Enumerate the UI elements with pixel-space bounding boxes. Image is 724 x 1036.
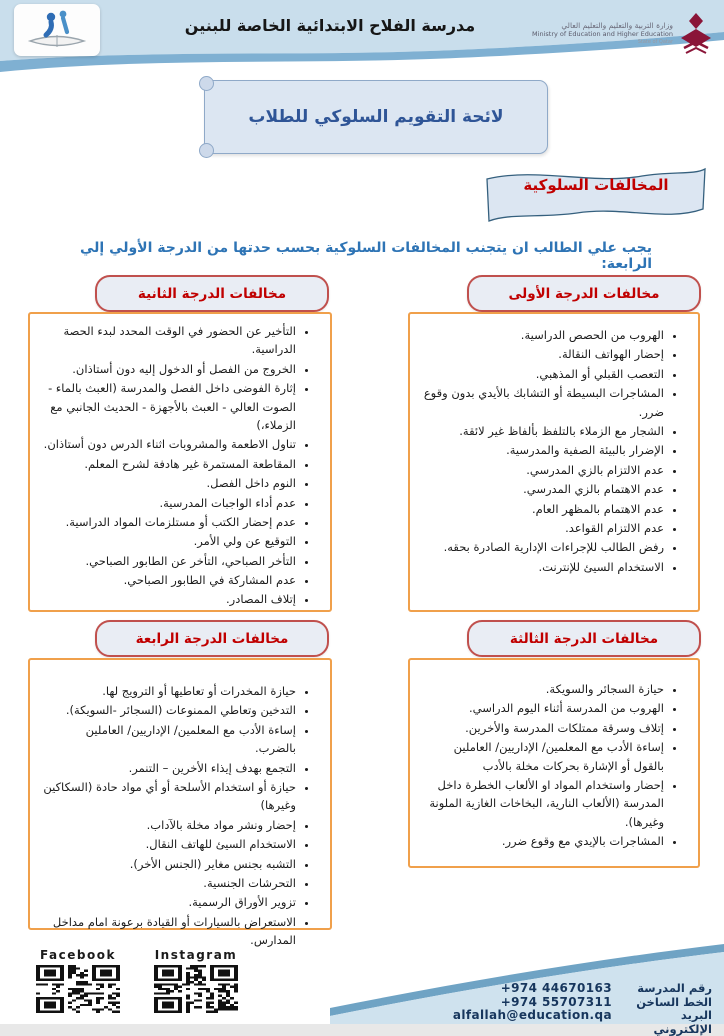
violation-item: • عدم أداء الواجبات المدرسية. <box>42 494 296 512</box>
school-phone-label: رقم المدرسة <box>637 981 712 995</box>
instagram-qr-code <box>154 965 238 1013</box>
ministry-name-arabic: وزارة التربية والتعليم والتعليم العالي <box>561 20 673 30</box>
instruction-text: يجب علي الطالب ان يتجنب المخالفات السلوكية بحسب حدتها من الدرجة الأولي إلي الرابعة: <box>79 240 652 272</box>
contact-row-school-phone <box>380 981 712 995</box>
violation-item: • التعصب القبلي أو المذهبي. <box>422 365 664 383</box>
violation-item: • الخروج من الفصل أو الدخول إليه دون أستاذان. <box>42 360 296 378</box>
violations-list-second-degree <box>36 322 324 609</box>
violation-item: • التأخير عن الحضور في الوقت المحدد لبدء الحصة الدراسية. <box>42 322 296 359</box>
violation-item: • التجمع بهدف إيذاء الأخرين – التنمر. <box>42 759 296 777</box>
violation-item: • الاستعراض بالسيارات أو القيادة برعونة امام مداخل المدارس. <box>42 913 296 950</box>
violation-item: • المشاجرات بالإيدي مع وقوع ضرر. <box>422 832 664 850</box>
ministry-block <box>532 12 714 54</box>
hotline-label: الخط الساخن <box>636 994 712 1009</box>
violations-box-first-degree <box>408 312 700 612</box>
violations-list-first-degree <box>416 326 692 576</box>
violation-item: • إساءة الأدب مع المعلمين/ الإداريين/ العاملين بالضرب. <box>42 721 296 758</box>
facebook-block <box>34 948 122 1013</box>
school-logo-icon <box>22 8 92 52</box>
violation-item: • عدم الاهتمام بالزي المدرسي. <box>422 480 664 498</box>
violation-item: • تزوير الأوراق الرسمية. <box>42 893 296 911</box>
ministry-subtitle: State of Qatar <box>637 38 673 45</box>
violation-item: • حيازة المخدرات أو تعاطيها أو الترويج لها. <box>42 682 296 700</box>
instagram-label: Instagram <box>154 948 238 962</box>
violation-item: • عدم الالتزام القواعد. <box>422 519 664 537</box>
instagram-block <box>152 948 240 1013</box>
violation-item: • عدم إحضار الكتب أو مستلزمات المواد الدراسية. <box>42 513 296 531</box>
contact-info <box>380 981 712 1036</box>
violation-item: • إحضار الهواتف النقالة. <box>422 345 664 363</box>
section-header-third-degree: مخالفات الدرجة الثالثة <box>467 620 701 657</box>
section-header-fourth-degree: مخالفات الدرجة الرابعة <box>95 620 329 657</box>
violations-box-third-degree <box>408 658 700 868</box>
facebook-label: Facebook <box>40 948 116 962</box>
contact-row-hotline <box>380 995 712 1009</box>
violation-item: • حيازة أو استخدام الأسلحة أو أي مواد حادة (السكاكين وغيرها) <box>42 778 296 815</box>
violation-item: • تناول الاطعمة والمشروبات اثناء الدرس دون أستاذان. <box>42 435 296 453</box>
email-label: البريد الإلكتروني <box>653 1008 712 1036</box>
violation-item: • التدخين وتعاطي الممنوعات (السجائر -السويكة). <box>42 701 296 719</box>
violations-box-second-degree <box>28 312 332 612</box>
title-banner <box>204 80 548 154</box>
violation-item: • الهروب من المدرسة أثناء اليوم الدراسي. <box>422 699 664 717</box>
violation-item: • إساءة الأدب مع المعلمين/ الإداريين/ العاملين بالقول أو الإشارة بحركات مخلة بالأدب <box>422 738 664 775</box>
violation-item: • التأخر الصباحي، التأخر عن الطابور الصباحي. <box>42 552 296 570</box>
violation-item: • إتلاف وسرقة ممتلكات المدرسة والأخرين. <box>422 719 664 737</box>
violation-item: • الشجار مع الزملاء بالتلفظ بألفاظ غير لائقة. <box>422 422 664 440</box>
poster-title: لائحة التقويم السلوكي للطلاب <box>248 107 504 127</box>
violations-list-third-degree <box>416 680 692 851</box>
ministry-text <box>532 21 673 46</box>
violation-item: • عدم المشاركة في الطابور الصباحي. <box>42 571 296 589</box>
violation-item: • إثارة الفوضى داخل الفصل والمدرسة (العبث بالماء - الصوت العالي - العبث بالأجهزة - الحديث الجانبي مع الزملاء،) <box>42 379 296 434</box>
violation-item: • الإضرار بالبيئة الصفية والمدرسية. <box>422 441 664 459</box>
section-header-second-degree: مخالفات الدرجة الثانية <box>95 275 329 312</box>
school-phone-value: +974 44670163 <box>500 981 612 995</box>
violation-item: • الاستخدام السيئ للإنترنت. <box>422 558 664 576</box>
violation-item: • عدم الالتزام بالزي المدرسي. <box>422 461 664 479</box>
section-header-first-degree: مخالفات الدرجة الأولى <box>467 275 701 312</box>
violation-item: • رفض الطالب للإجراءات الإدارية الصادرة بحقه. <box>422 538 664 556</box>
contact-row-email <box>380 1008 712 1036</box>
violation-item: • المشاجرات البسيطة أو التشابك بالأيدي بدون وقوع ضرر. <box>422 384 664 421</box>
violations-box-fourth-degree <box>28 658 332 948</box>
violation-item: • حيازة السجائر والسويكة. <box>422 680 664 698</box>
hotline-value: +974 55707311 <box>500 994 612 1009</box>
email-value: alfallah@education.qa <box>452 1008 612 1022</box>
ministry-logo-icon <box>678 12 714 54</box>
violation-item: • إتلاف المصادر. <box>42 590 296 608</box>
ministry-name-english: Ministry of Education and Higher Education <box>532 30 673 39</box>
violation-item: • إحضار ونشر مواد مخلة بالآداب. <box>42 816 296 834</box>
violation-item: • الهروب من الحصص الدراسية. <box>422 326 664 344</box>
violation-item: • التحرشات الجنسية. <box>42 874 296 892</box>
wave-banner-shape <box>482 164 710 228</box>
violation-item: • عدم الاهتمام بالمظهر العام. <box>422 500 664 518</box>
violations-list-fourth-degree <box>36 682 324 949</box>
school-name: مدرسة الفلاح الابتدائية الخاصة للبنين <box>184 16 476 35</box>
violation-item: • إحضار واستخدام المواد او الألعاب الخطرة داخل المدرسة (الألعاب النارية، البخاخات الغازية الملونة وغيرها). <box>422 776 664 831</box>
school-logo <box>14 4 100 56</box>
section-banner-title: المخالفات السلوكية <box>523 176 669 194</box>
violation-item: • التوقيع عن ولي الأمر. <box>42 532 296 550</box>
violation-item: • الاستخدام السيئ للهاتف النقال. <box>42 835 296 853</box>
violation-item: • التشبه بجنس مغاير (الجنس الأخر). <box>42 855 296 873</box>
violation-item: • المقاطعة المستمرة غير هادفة لشرح المعلم. <box>42 455 296 473</box>
facebook-qr-code <box>36 965 120 1013</box>
section-wave-banner <box>482 164 710 228</box>
violation-item: • النوم داخل الفصل. <box>42 474 296 492</box>
